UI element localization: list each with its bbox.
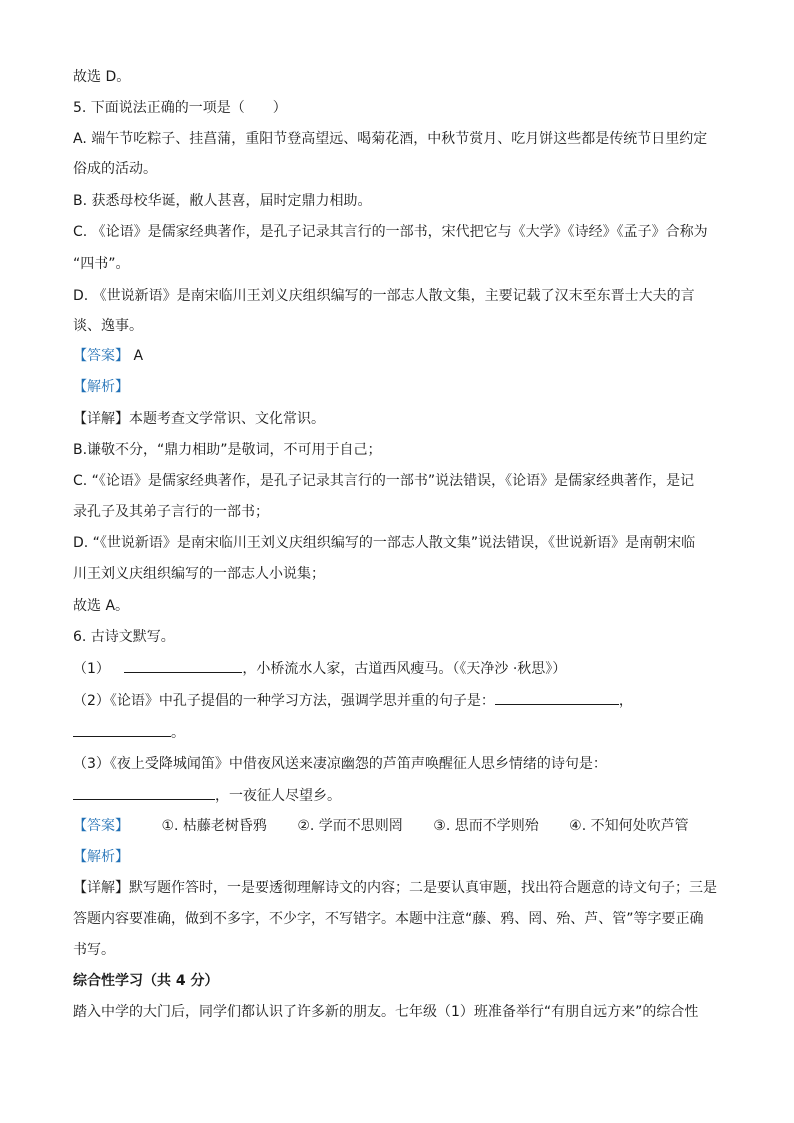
answer-label: 【答案】 [73, 348, 129, 364]
sub-question-3: （3）《夜上受降城闻笛》中借夜风送来凄凉幽怨的芦笛声唤醒征人思乡情绪的诗句是： [73, 756, 607, 772]
detail-label: 【详解】 [73, 880, 129, 896]
explain-b: B.谦敬不分，“鼎力相助”是敬词，不可用于自己； [73, 442, 382, 458]
question-5: 5. 下面说法正确的一项是（ ） [73, 100, 287, 116]
explain-d-line2: 川王刘义庆组织编写的一部志人小说集； [73, 566, 325, 582]
sub-question-2-cont [73, 722, 185, 743]
detail-6-line2: 答题内容要准确，做到不多字，不少字，不写错字。本题中注意“藤、鸦、罔、殆、芦、管”等字要正确 [73, 911, 704, 927]
answer-item-4: ④. 不知何处吹芦管 [569, 818, 689, 834]
answer-item-3: ③. 思而不学则殆 [433, 818, 539, 834]
conclusion-a: 故选 A。 [73, 598, 130, 614]
blank-2 [495, 690, 619, 705]
explain-c-line2: 录孔子及其弟子言行的一部书； [73, 504, 269, 520]
option-c-line2: “四书”。 [73, 256, 130, 272]
blank-3 [73, 722, 171, 737]
sub2-period: 。 [171, 725, 185, 741]
section-heading: 综合性学习（共 4 分） [73, 973, 219, 989]
sub-question-2 [73, 690, 633, 711]
answer-label: 【答案】 [73, 818, 129, 834]
option-a-line1: A. 端午节吃粽子、挂菖蒲，重阳节登高望远、喝菊花酒，中秋节赏月、吃月饼这些都是传统节日里约定 [73, 131, 708, 147]
blank-4 [73, 785, 215, 800]
section-paragraph: 踏入中学的大门后，同学们都认识了许多新的朋友。七年级（1）班准备举行“有朋自远方来”的综合性 [73, 1004, 699, 1020]
sub3-text: ，一夜征人尽望乡。 [215, 788, 341, 804]
option-c-line1: C. 《论语》是儒家经典著作，是孔子记录其言行的一部书，宋代把它与《大学》《诗经》《孟子》合称为 [73, 224, 708, 240]
sub-question-3-cont [73, 785, 341, 806]
sub2-text: （2）《论语》中孔子提倡的一种学习方法，强调学思并重的句子是： [73, 693, 495, 709]
option-a-line2: 俗成的活动。 [73, 161, 157, 177]
detail-text: 默写题作答时，一是要透彻理解诗文的内容；二是要认真审题，找出符合题意的诗文句子；三是 [129, 880, 717, 896]
detail-6-line1 [73, 878, 717, 898]
option-d-line2: 谈、逸事。 [73, 318, 143, 334]
answer-item-1: ①. 枯藤老树昏鸦 [161, 818, 267, 834]
sub1-text: ，小桥流水人家，古道西风瘦马。（《天净沙 ·秋思》） [242, 661, 567, 677]
sub-question-1 [73, 658, 566, 679]
answer-6 [73, 816, 689, 836]
sub2-comma: ， [618, 693, 633, 709]
detail-5 [73, 409, 325, 429]
answer-value: A [133, 348, 144, 364]
option-d-line1: D. 《世说新语》是南宋临川王刘义庆组织编写的一部志人散文集，主要记载了汉末至东晋士大夫的言 [73, 288, 695, 304]
analysis-label-6: 【解析】 [73, 849, 129, 865]
option-b: B. 获悉母校华诞，敝人甚喜，届时定鼎力相助。 [73, 193, 372, 209]
conclusion-d: 故选 D。 [73, 69, 131, 85]
answer-item-2: ②. 学而不思则罔 [297, 818, 403, 834]
answer-5 [73, 346, 143, 366]
explain-d-line1: D. “《世说新语》是南宋临川王刘义庆组织编写的一部志人散文集”说法错误，《世说新语》是南朝宋临 [73, 535, 696, 551]
blank-1 [124, 658, 242, 673]
sub1-number: （1） [73, 661, 110, 677]
analysis-label-5: 【解析】 [73, 379, 129, 395]
detail-6-line3: 书写。 [73, 942, 115, 958]
detail-label: 【详解】 [73, 411, 129, 427]
detail-text: 本题考查文学常识、文化常识。 [129, 411, 325, 427]
question-6: 6. 古诗文默写。 [73, 629, 175, 645]
explain-c-line1: C. “《论语》是儒家经典著作，是孔子记录其言行的一部书”说法错误，《论语》是儒家经典著作，是记 [73, 473, 695, 489]
